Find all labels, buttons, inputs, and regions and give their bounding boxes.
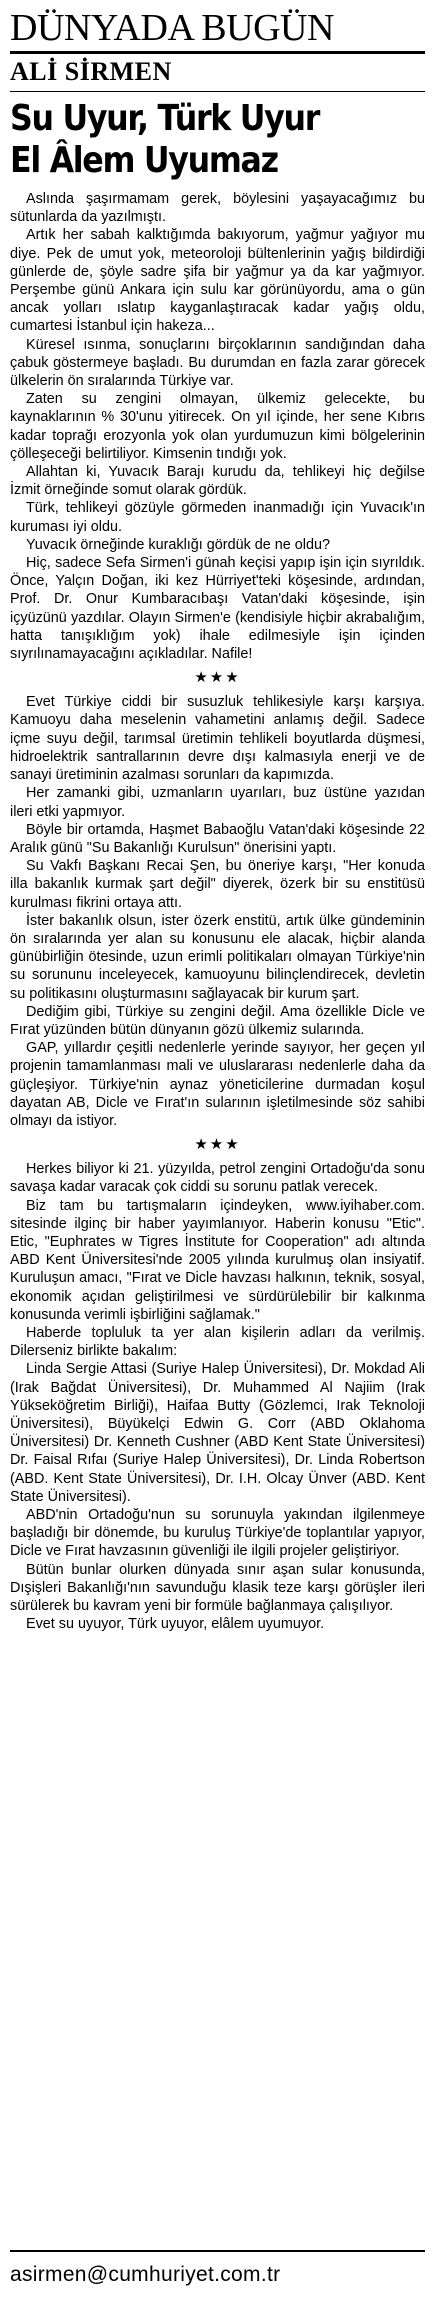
- paragraph: Allahtan ki, Yuvacık Barajı kurudu da, tehlikeyi hiç değilse İzmit örneğinde somut olarak gördük.: [10, 464, 425, 499]
- paragraph: Türk, tehlikeyi gözüyle görmeden inanmadığı için Yuvacık'ın kuruması iyi oldu.: [10, 500, 425, 535]
- paragraph: Zaten su zengini olmayan, ülkemiz gelecekte, bu kaynaklarının % 30'unu yitirecek. On yıl içinde, her sene Kıbrıs kadar toprağı erozyonla yok olan yurdumuzun kimi bölgelerinin çölleşeceği belirtiliyor. Kimsenin tındığı yok.: [10, 391, 425, 462]
- paragraph: Herkes biliyor ki 21. yüzyılda, petrol zengini Ortadoğu'da sonu savaşa kadar varacak çok ciddi su sorunu patlak verecek.: [10, 1161, 425, 1196]
- author-email: asirmen@cumhuriyet.com.tr: [10, 2263, 281, 2286]
- column-title: DÜNYADA BUGÜN: [10, 7, 334, 49]
- paragraph: Biz tam bu tartışmaların içindeyken, www.iyihaber.com. sitesinde ilginç bir haber yayımlanıyor. Haberin konusu "Etic". Etic, "Euphrates w Tigres İnstitute for Cooperation" adı altında ABD Kent Üniversitesi'nde 2005 yılında kurulmuş olan insiyatif. Kuruluşun amacı, "Fırat ve Dicle havzası halkının, teknik, sosyal, ekonomik açıdan geliştirilmesi ve sürdürülebilir bir kalkınma konusunda verimli işbirliğini sağlamak.": [10, 1197, 425, 1323]
- footer-rule: [10, 2250, 425, 2252]
- headline-line-2: El Âlem Uyumaz: [10, 140, 278, 181]
- paragraph: Böyle bir ortamda, Haşmet Babaoğlu Vatan'daki köşesinde 22 Aralık günü "Su Bakanlığı Kurulsun" önerisini yaptı.: [10, 821, 425, 856]
- paragraph: Haberde topluluk ta yer alan kişilerin adları da verilmiş. Dilerseniz birlikte bakalım:: [10, 1324, 425, 1360]
- paragraph: Linda Sergie Attasi (Suriye Halep Üniversitesi), Dr. Mokdad Ali (Irak Bağdat Üniversitesi), Dr. Muhammed Al Najiim (Irak Yükseköğretim Birliği), Haifaa Butty (Gözlemci, Irak Teknoloji Üniversitesi), Büyükelçi Edwin G. Corr (ABD Oklahoma Üniversitesi) Dr. Kenneth Cushner (ABD Kent State Üniversitesi) Dr. Faisal Rıfaı (Suriye Halep Üniversitesi), Dr. Linda Robertson (ABD. Kent State Üniversitesi), Dr. I.H. Olcay Ünver (ABD. Kent State Üniversitesi).: [10, 1361, 425, 1505]
- paragraph: İster bakanlık olsun, ister özerk enstitü, artık ülke gündeminin ön sıralarında yer alan su konusunu ele alacak, hiçbir alanda günübirliğin ötesinde, uzun erimli politikaları olmayan Türkiye'nin su sorununu inceleyecek, kamuoyunu bilinçlendirecek, devletin su politikasını oluşturmasını sağlayacak bir kurum şart.: [10, 912, 425, 1002]
- paragraph: Bütün bunlar olurken dünyada sınır aşan sular konusunda, Dışişleri Bakanlığı'nın savunduğu klasik teze karşı görüşler ileri sürülerek bu kavram yeni bir formüle bağlanmaya çalışılıyor.: [10, 1561, 425, 1615]
- paragraph: Evet su uyuyor, Türk uyuyor, elâlem uyumuyor.: [26, 1616, 325, 1633]
- paragraph: Hiç, sadece Sefa Sirmen'i günah keçisi yapıp işin için sıyrıldık. Önce, Yalçın Doğan, iki kez Hürriyet'teki köşesinde, ardından, Prof. Dr. Onur Kumbaracıbaşı Vatan'daki köşesinde, işin içyüzünü yazdılar. Olayın Sirmen'e (kendisiyle hiçbir akrabalığım, hatta tanışıklığım yok) ihale edilmesiyle işin içinden sıyrılınamayacağını açıkladılar. Nafile!: [10, 555, 425, 663]
- paragraph: Artık her sabah kalktığımda bakıyorum, yağmur yağıyor mu diye. Pek de umut yok, meteoroloji bültenlerinin yağış bildirdiği günlerde de, şöyle sadre şifa bir yağmur ya da kar yağmıyor. Perşembe günü Ankara için sulu kar görünüyordu, ama o gün ancak yolları ıslatıp kayganlaştıracak kadar yağış oldu, cumartesi İstanbul için hakeza...: [10, 227, 425, 335]
- paragraph: Aslında şaşırmamam gerek, böylesini yaşayacağımız bu sütunlarda da yazılmıştı.: [10, 191, 425, 226]
- byline-rule: [10, 91, 425, 92]
- article-headline: [10, 98, 423, 182]
- paragraph: Yuvacık örneğinde kuraklığı gördük de ne oldu?: [26, 536, 331, 553]
- headline-line-1: Su Uyur, Türk Uyur: [10, 98, 320, 139]
- paragraph: GAP, yıllardır çeşitli nedenlerle yerinde sayıyor, her geçen yıl projenin tamamlanması mali ve uluslararası nedenlerle daha da güçleşiyor. Türkiye'nin aynaz yöneticilerine durmadan koşul dayatan AB, Dicle ve Fırat'ın sularının işletilmesinde söz sahibi olmayı da istiyor.: [10, 1040, 425, 1129]
- header-rule: [10, 51, 425, 54]
- section-separator: ★★★: [194, 669, 241, 687]
- paragraph: Küresel ısınma, sonuçlarını birçoklarının sandığından daha çabuk göstermeye başladı. Bu durumdan en fazla zarar görecek ülkelerin ön sıralarında Türkiye var.: [10, 336, 425, 390]
- section-separator: ★★★: [194, 1136, 241, 1154]
- paragraph: Su Vakfı Başkanı Recai Şen, bu öneriye karşı, "Her konuda illa bakanlık kurmak şart değil" diyerek, özerk bir su enstitüsü kurulması fikrini ortaya attı.: [10, 858, 425, 911]
- paragraph: Evet Türkiye ciddi bir susuzluk tehlikesiyle karşı karşıya. Kamuoyu daha meselenin vahametini anlamış değil. Sadece içme suyu değil, tarımsal üretimin tehlikeli boyutlarda düşmesi, hidroelektrik santrallarının devre dışı kalmasıyla enerji ve de sanayi üretiminin azalması sorunları da kapımızda.: [10, 694, 425, 784]
- paragraph: ABD'nin Ortadoğu'nun su sorunuyla yakından ilgilenmeye başladığı bir dönemde, bu kuruluş Türkiye'de toplantılar yapıyor, Dicle ve Fırat havzasının güvenliği ile ilgili projeler geliştiriyor.: [10, 1507, 425, 1560]
- article-body: [10, 190, 425, 1633]
- paragraph: Her zamanki gibi, uzmanların uyarıları, buz üstüne yazıdan ileri etki yapmıyor.: [10, 785, 425, 820]
- author-name: ALİ SİRMEN: [10, 57, 172, 86]
- paragraph: Dediğim gibi, Türkiye su zengini değil. Ama özellikle Dicle ve Fırat yüzünden bütün dünyanın gözü ülkemiz sularında.: [10, 1003, 425, 1038]
